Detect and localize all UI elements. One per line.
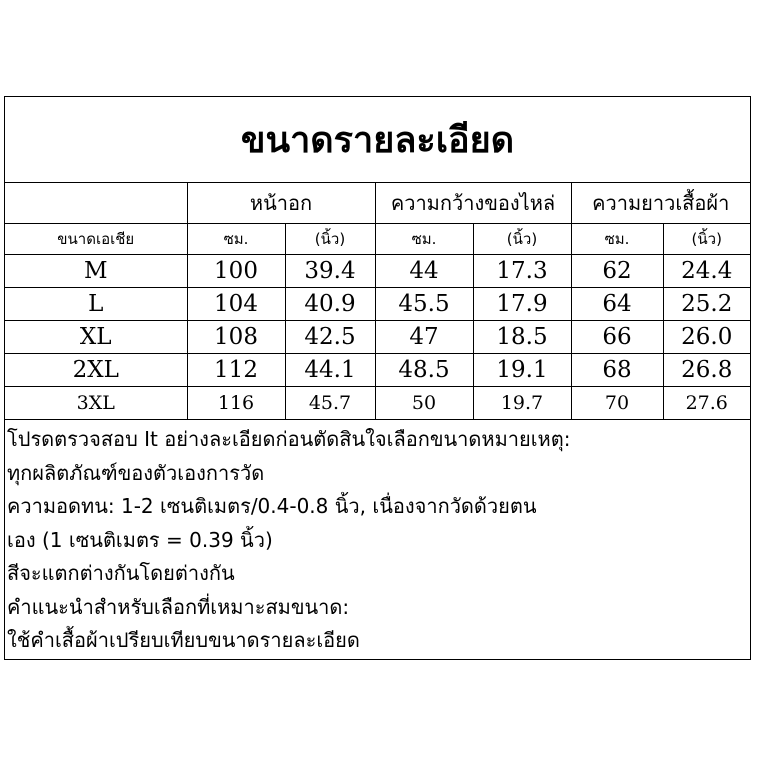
chest-cm-cell: 100	[187, 255, 285, 288]
table-row	[5, 288, 750, 321]
size-chart	[4, 96, 751, 660]
size-cell: XL	[5, 321, 187, 354]
length-cm-cell: 70	[571, 387, 663, 420]
header-empty-cell	[5, 183, 187, 224]
shoulder-inch-cell: 19.7	[473, 387, 571, 420]
header-length-cm: ซม.	[571, 224, 663, 255]
table-row	[5, 321, 750, 354]
note-line: ทุกผลิตภัณฑ์ของตัวเองการวัด	[7, 460, 265, 485]
shoulder-cm-cell: 47	[375, 321, 473, 354]
note-line: โปรดตรวจสอบ It อย่างละเอียดก่อนตัดสินใจเลือกขนาดหมายเหตุ:	[7, 427, 571, 451]
header-chest-cm: ซม.	[187, 224, 285, 255]
chest-inch-cell: 44.1	[285, 354, 375, 387]
header-chest-inch: (นิ้ว)	[285, 224, 375, 255]
length-inch-cell: 26.8	[663, 354, 750, 387]
length-inch-cell: 25.2	[663, 288, 750, 321]
note-line: คำแนะนำสำหรับเลือกที่เหมาะสมขนาด:	[7, 594, 350, 619]
chest-cm-cell: 112	[187, 354, 285, 387]
length-cm-cell: 68	[571, 354, 663, 387]
size-cell: M	[5, 255, 187, 288]
header-shoulder-cm: ซม.	[375, 224, 473, 255]
chest-inch-cell: 45.7	[285, 387, 375, 420]
header-size-label: ขนาดเอเชีย	[5, 224, 187, 255]
note-line: เอง (1 เซนติเมตร = 0.39 นิ้ว)	[7, 527, 273, 552]
header-row-units	[5, 224, 750, 255]
table-row	[5, 387, 750, 420]
length-cm-cell: 66	[571, 321, 663, 354]
length-cm-cell: 64	[571, 288, 663, 321]
note-line: สีจะแตกต่างกันโดยต่างกัน	[7, 561, 235, 585]
size-cell: L	[5, 288, 187, 321]
shoulder-inch-cell: 19.1	[473, 354, 571, 387]
length-inch-cell: 26.0	[663, 321, 750, 354]
length-inch-cell: 27.6	[663, 387, 750, 420]
shoulder-inch-cell: 17.3	[473, 255, 571, 288]
chest-cm-cell: 116	[187, 387, 285, 420]
size-cell: 2XL	[5, 354, 187, 387]
header-shoulder: ความกว้างของไหล่	[375, 183, 571, 224]
note-line: ความอดทน: 1-2 เซนติเมตร/0.4-0.8 นิ้ว, เนื่องจากวัดด้วยตน	[7, 494, 537, 518]
table-row	[5, 354, 750, 387]
size-cell: 3XL	[5, 387, 187, 420]
shoulder-inch-cell: 18.5	[473, 321, 571, 354]
note-line: ใช้คำเสื้อผ้าเปรียบเทียบขนาดรายละเอียด	[7, 628, 360, 652]
length-cm-cell: 62	[571, 255, 663, 288]
chest-inch-cell: 42.5	[285, 321, 375, 354]
length-inch-cell: 24.4	[663, 255, 750, 288]
chest-cm-cell: 108	[187, 321, 285, 354]
shoulder-cm-cell: 45.5	[375, 288, 473, 321]
table-row	[5, 255, 750, 288]
shoulder-inch-cell: 17.9	[473, 288, 571, 321]
header-chest: หน้าอก	[187, 183, 375, 224]
header-length-inch: (นิ้ว)	[663, 224, 750, 255]
header-row-groups	[5, 183, 750, 224]
chart-title: ขนาดรายละเอียด	[5, 97, 750, 183]
header-shoulder-inch: (นิ้ว)	[473, 224, 571, 255]
size-table	[5, 183, 750, 420]
shoulder-cm-cell: 50	[375, 387, 473, 420]
shoulder-cm-cell: 48.5	[375, 354, 473, 387]
header-length: ความยาวเสื้อผ้า	[571, 183, 750, 224]
notes-section	[5, 423, 750, 658]
shoulder-cm-cell: 44	[375, 255, 473, 288]
chest-inch-cell: 39.4	[285, 255, 375, 288]
chest-inch-cell: 40.9	[285, 288, 375, 321]
chest-cm-cell: 104	[187, 288, 285, 321]
